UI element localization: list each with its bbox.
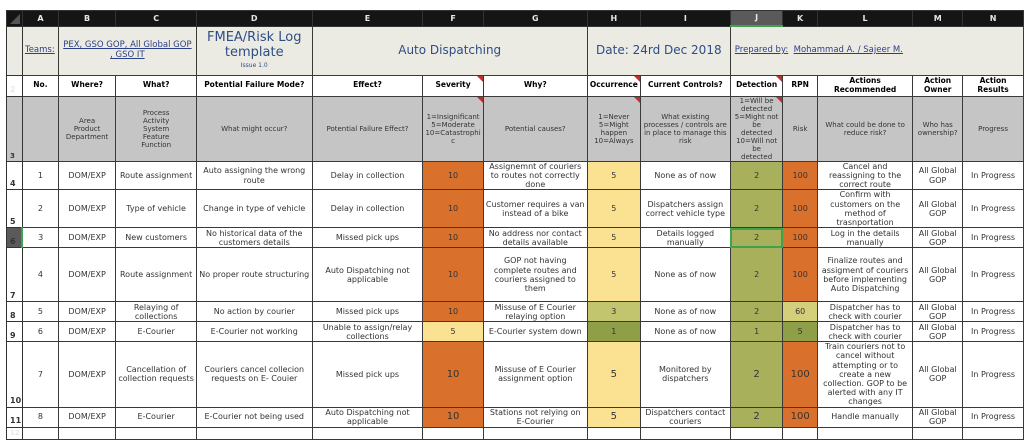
- row-number[interactable]: 5: [7, 190, 23, 228]
- cell-owner[interactable]: All Global GOP: [913, 228, 963, 248]
- cell-effect[interactable]: Delay in collection: [312, 190, 423, 228]
- header-what[interactable]: What?: [116, 75, 197, 96]
- cell-rpn[interactable]: 100: [783, 228, 817, 248]
- cell-occurrence[interactable]: 5: [587, 342, 640, 407]
- cell-occurrence[interactable]: 5: [587, 190, 640, 228]
- cell[interactable]: [963, 427, 1024, 439]
- cell-where[interactable]: DOM/EXP: [58, 161, 115, 190]
- column-header-d[interactable]: D: [196, 11, 312, 27]
- row-number[interactable]: 3: [7, 96, 23, 161]
- cell-controls[interactable]: Dispatchers assign correct vehicle type: [640, 190, 730, 228]
- column-header-h[interactable]: H: [587, 11, 640, 27]
- cell-detection[interactable]: 1: [730, 322, 783, 342]
- cell-effect[interactable]: Missed pick ups: [312, 228, 423, 248]
- description-failure-mode[interactable]: What might occur?: [196, 96, 312, 161]
- cell-severity[interactable]: 10: [423, 302, 483, 322]
- header-action-owner[interactable]: Action Owner: [913, 75, 963, 96]
- date[interactable]: Date: 24rd Dec 2018: [587, 26, 730, 75]
- cell-results[interactable]: In Progress: [963, 190, 1024, 228]
- column-header-j[interactable]: J: [730, 11, 783, 27]
- title-row: [7, 26, 1024, 75]
- cell-results[interactable]: In Progress: [963, 302, 1024, 322]
- cell-occurrence[interactable]: 5: [587, 161, 640, 190]
- cell[interactable]: [640, 427, 730, 439]
- cell-no[interactable]: 3: [22, 228, 58, 248]
- column-header-g[interactable]: G: [483, 11, 587, 27]
- header-rpn[interactable]: RPN: [783, 75, 817, 96]
- cell-effect[interactable]: Auto Dispatching not applicable: [312, 407, 423, 427]
- row-number[interactable]: 1: [7, 26, 23, 75]
- cell-actions[interactable]: Cancel and reassigning to the correct route: [817, 161, 912, 190]
- column-titles-row: [7, 75, 1024, 96]
- header-action-results[interactable]: Action Results: [963, 75, 1024, 96]
- cell-why[interactable]: Missuse of E Courier assignment option: [483, 342, 587, 407]
- cell-controls[interactable]: Dispatchers contact couriers: [640, 407, 730, 427]
- cell-mode[interactable]: No historical data of the customers details: [196, 228, 312, 248]
- cell-why[interactable]: No address nor contact details available: [483, 228, 587, 248]
- cell-no[interactable]: 6: [22, 322, 58, 342]
- table-row: [7, 302, 1024, 322]
- column-header-e[interactable]: E: [312, 11, 423, 27]
- cell-owner[interactable]: All Global GOP: [913, 190, 963, 228]
- cell-where[interactable]: DOM/EXP: [58, 407, 115, 427]
- cell-detection[interactable]: 2: [730, 161, 783, 190]
- row-number[interactable]: 4: [7, 161, 23, 190]
- description-current-controls[interactable]: What existing processes / controls are in place to manage this risk: [640, 96, 730, 161]
- column-header-k[interactable]: K: [783, 11, 817, 27]
- cell-detection[interactable]: 2: [730, 190, 783, 228]
- prepared-by[interactable]: [730, 26, 1023, 75]
- cell-occurrence[interactable]: 5: [587, 228, 640, 248]
- cell-effect[interactable]: Missed pick ups: [312, 342, 423, 407]
- cell[interactable]: [312, 427, 423, 439]
- cell-what[interactable]: Cancellation of collection requests: [116, 342, 197, 407]
- cell-rpn[interactable]: 100: [783, 161, 817, 190]
- cell-controls[interactable]: Monitored by dispatchers: [640, 342, 730, 407]
- cell-effect[interactable]: Auto Dispatching not applicable: [312, 248, 423, 302]
- row-number[interactable]: 9: [7, 322, 23, 342]
- cell-actions[interactable]: Dispatcher has to check with courier: [817, 302, 912, 322]
- table-row: [7, 190, 1024, 228]
- description-action-owner[interactable]: Who has ownership?: [913, 96, 963, 161]
- cell-mode[interactable]: No action by courier: [196, 302, 312, 322]
- header-severity[interactable]: Severity: [423, 75, 483, 96]
- cell-owner[interactable]: All Global GOP: [913, 322, 963, 342]
- cell-mode[interactable]: Change in type of vehicle: [196, 190, 312, 228]
- row-number[interactable]: 6: [7, 228, 23, 248]
- description-effect[interactable]: Potential Failure Effect?: [312, 96, 423, 161]
- cell-what[interactable]: E-Courier: [116, 407, 197, 427]
- cell-controls[interactable]: Details logged manually: [640, 228, 730, 248]
- template-title: FMEA/Risk Log template: [207, 30, 302, 61]
- cell-results[interactable]: In Progress: [963, 407, 1024, 427]
- cell-no[interactable]: 7: [22, 342, 58, 407]
- cell[interactable]: [58, 427, 115, 439]
- cell-what[interactable]: Type of vehicle: [116, 190, 197, 228]
- cell-severity[interactable]: 10: [423, 342, 483, 407]
- cell-what[interactable]: New customers: [116, 228, 197, 248]
- cell-owner[interactable]: All Global GOP: [913, 342, 963, 407]
- cell-why[interactable]: Customer requires a van instead of a bike: [483, 190, 587, 228]
- cell-occurrence[interactable]: 3: [587, 302, 640, 322]
- cell-rpn[interactable]: 100: [783, 407, 817, 427]
- cell-no[interactable]: 5: [22, 302, 58, 322]
- cell[interactable]: [22, 427, 58, 439]
- cell-detection[interactable]: 2: [730, 302, 783, 322]
- cell-owner[interactable]: All Global GOP: [913, 302, 963, 322]
- cell-no[interactable]: 1: [22, 161, 58, 190]
- cell-controls[interactable]: None as of now: [640, 302, 730, 322]
- header-current-controls[interactable]: Current Controls?: [640, 75, 730, 96]
- cell-mode[interactable]: E-Courier not working: [196, 322, 312, 342]
- cell-mode[interactable]: Couriers cancel collecion requests on E- Couier: [196, 342, 312, 407]
- description-action-results[interactable]: Progress: [963, 96, 1024, 161]
- cell-actions[interactable]: Dispatcher has to check with courier: [817, 322, 912, 342]
- cell-severity[interactable]: 10: [423, 190, 483, 228]
- description-rpn[interactable]: Risk: [783, 96, 817, 161]
- spreadsheet: [6, 10, 1024, 440]
- description-detection[interactable]: 1=Will be detected 5=Might not be detected 10=Will not be detected: [730, 96, 783, 161]
- cell-controls[interactable]: None as of now: [640, 248, 730, 302]
- cell-severity[interactable]: 10: [423, 161, 483, 190]
- cell-effect[interactable]: Unable to assign/relay collections: [312, 322, 423, 342]
- cell-no[interactable]: 8: [22, 407, 58, 427]
- cell-detection[interactable]: 2: [730, 342, 783, 407]
- header-effect[interactable]: Effect?: [312, 75, 423, 96]
- cell[interactable]: [483, 427, 587, 439]
- cell-occurrence[interactable]: 5: [587, 248, 640, 302]
- header-where[interactable]: Where?: [58, 75, 115, 96]
- row-number[interactable]: 7: [7, 248, 23, 302]
- cell-rpn[interactable]: 60: [783, 302, 817, 322]
- column-header-i[interactable]: I: [640, 11, 730, 27]
- table-row: [7, 407, 1024, 427]
- empty-row: [7, 427, 1024, 439]
- cell-severity[interactable]: 5: [423, 322, 483, 342]
- select-all-corner[interactable]: [7, 11, 23, 27]
- table-row: [7, 228, 1024, 248]
- cell-owner[interactable]: All Global GOP: [913, 248, 963, 302]
- row-number[interactable]: 8: [7, 302, 23, 322]
- cell-severity[interactable]: 10: [423, 407, 483, 427]
- header-failure-mode[interactable]: Potential Failure Mode?: [196, 75, 312, 96]
- cell-detection[interactable]: 2: [730, 407, 783, 427]
- cell-detection[interactable]: 2: [730, 228, 783, 248]
- cell-actions[interactable]: Handle manually: [817, 407, 912, 427]
- description-what[interactable]: Process Activity System Feature Function: [116, 96, 197, 161]
- description-where[interactable]: Area Product Department: [58, 96, 115, 161]
- cell-where[interactable]: DOM/EXP: [58, 228, 115, 248]
- cell-rpn[interactable]: 100: [783, 342, 817, 407]
- cell-controls[interactable]: None as of now: [640, 161, 730, 190]
- cell-mode[interactable]: Auto assigning the wrong route: [196, 161, 312, 190]
- header-no[interactable]: No.: [22, 75, 58, 96]
- cell[interactable]: [587, 427, 640, 439]
- header-why[interactable]: Why?: [483, 75, 587, 96]
- cell[interactable]: [116, 427, 197, 439]
- cell-no[interactable]: 2: [22, 190, 58, 228]
- column-header-a[interactable]: A: [22, 11, 58, 27]
- column-header-m[interactable]: M: [913, 11, 963, 27]
- cell-results[interactable]: In Progress: [963, 161, 1024, 190]
- table-row: [7, 248, 1024, 302]
- row-number[interactable]: 12: [7, 427, 23, 439]
- teams-label[interactable]: Teams:: [22, 26, 58, 75]
- cell-rpn[interactable]: 100: [783, 190, 817, 228]
- cell-effect[interactable]: Delay in collection: [312, 161, 423, 190]
- description-why[interactable]: Potential causes?: [483, 96, 587, 161]
- issue-number: Issue 1.0: [240, 61, 268, 69]
- cell-why[interactable]: Assignemnt of couriers to routes not correctly done: [483, 161, 587, 190]
- cell[interactable]: [196, 427, 312, 439]
- cell-where[interactable]: DOM/EXP: [58, 342, 115, 407]
- column-header-f[interactable]: F: [423, 11, 483, 27]
- cell-why[interactable]: Stations not relying on E-Courier: [483, 407, 587, 427]
- cell-occurrence[interactable]: 1: [587, 322, 640, 342]
- description-occurrence[interactable]: 1=Never 5=Might happen 10=Always: [587, 96, 640, 161]
- cell[interactable]: [817, 427, 912, 439]
- cell-what[interactable]: Route assignment: [116, 161, 197, 190]
- cell-controls[interactable]: None as of now: [640, 322, 730, 342]
- cell-actions[interactable]: Finalize routes and assigment of couriers before implementing Auto Dispatching: [817, 248, 912, 302]
- cell-why[interactable]: GOP not having complete routes and couriers assigned to them: [483, 248, 587, 302]
- cell[interactable]: [783, 427, 817, 439]
- table-row: [7, 342, 1024, 407]
- cell-mode[interactable]: E-Courier not being used: [196, 407, 312, 427]
- cell-severity[interactable]: 10: [423, 248, 483, 302]
- project-title[interactable]: Auto Dispatching: [312, 26, 587, 75]
- cell-where[interactable]: DOM/EXP: [58, 248, 115, 302]
- cell-why[interactable]: Missuse of E Courier relaying option: [483, 302, 587, 322]
- prepared-by-label: Prepared by:: [734, 44, 789, 55]
- cell-what[interactable]: Relaying of collections: [116, 302, 197, 322]
- cell[interactable]: [913, 427, 963, 439]
- cell-effect[interactable]: Missed pick ups: [312, 302, 423, 322]
- description-no[interactable]: [22, 96, 58, 161]
- cell-actions[interactable]: Train couriers not to cancel without attempting or to create a new collection. GOP to be alerted with any IT changes: [817, 342, 912, 407]
- cell-severity[interactable]: 10: [423, 228, 483, 248]
- cell-detection[interactable]: 2: [730, 248, 783, 302]
- cell-what[interactable]: E-Courier: [116, 322, 197, 342]
- cell-rpn[interactable]: 100: [783, 248, 817, 302]
- row-number[interactable]: 2: [7, 75, 23, 96]
- cell-actions[interactable]: Log in the details manually: [817, 228, 912, 248]
- cell-what[interactable]: Route assignment: [116, 248, 197, 302]
- template-title-cell[interactable]: [196, 26, 312, 75]
- column-header-row: [7, 11, 1024, 27]
- table-row: [7, 322, 1024, 342]
- cell-results[interactable]: In Progress: [963, 342, 1024, 407]
- cell-no[interactable]: 4: [22, 248, 58, 302]
- cell-why[interactable]: E-Courier system down: [483, 322, 587, 342]
- column-header-l[interactable]: L: [817, 11, 912, 27]
- column-header-n[interactable]: N: [963, 11, 1024, 27]
- teams-value[interactable]: PEX, GSO GOP, All Global GOP , GSO IT: [58, 26, 196, 75]
- header-occurrence[interactable]: Occurrence: [587, 75, 640, 96]
- row-number[interactable]: 10: [7, 342, 23, 407]
- column-header-b[interactable]: B: [58, 11, 115, 27]
- cell[interactable]: [730, 427, 783, 439]
- cell-results[interactable]: In Progress: [963, 248, 1024, 302]
- header-detection[interactable]: Detection: [730, 75, 783, 96]
- cell-where[interactable]: DOM/EXP: [58, 302, 115, 322]
- cell-where[interactable]: DOM/EXP: [58, 322, 115, 342]
- cell-results[interactable]: In Progress: [963, 228, 1024, 248]
- description-severity[interactable]: 1=Insignificant 5=Moderate 10=Catastrophi c: [423, 96, 483, 161]
- table-row: [7, 161, 1024, 190]
- header-actions-recommended[interactable]: Actions Recommended: [817, 75, 912, 96]
- row-number[interactable]: 11: [7, 407, 23, 427]
- cell[interactable]: [423, 427, 483, 439]
- cell-results[interactable]: In Progress: [963, 322, 1024, 342]
- cell-owner[interactable]: All Global GOP: [913, 161, 963, 190]
- cell-actions[interactable]: Confirm with customers on the method of trasnportation: [817, 190, 912, 228]
- prepared-by-value: Mohammad A. / Sajeer M.: [793, 44, 903, 55]
- cell-where[interactable]: DOM/EXP: [58, 190, 115, 228]
- column-descriptions-row: [7, 96, 1024, 161]
- cell-owner[interactable]: All Global GOP: [913, 407, 963, 427]
- description-actions-recommended[interactable]: What could be done to reduce risk?: [817, 96, 912, 161]
- cell-mode[interactable]: No proper route structuring: [196, 248, 312, 302]
- cell-rpn[interactable]: 5: [783, 322, 817, 342]
- column-header-c[interactable]: C: [116, 11, 197, 27]
- fmea-table: [6, 10, 1024, 440]
- cell-occurrence[interactable]: 5: [587, 407, 640, 427]
